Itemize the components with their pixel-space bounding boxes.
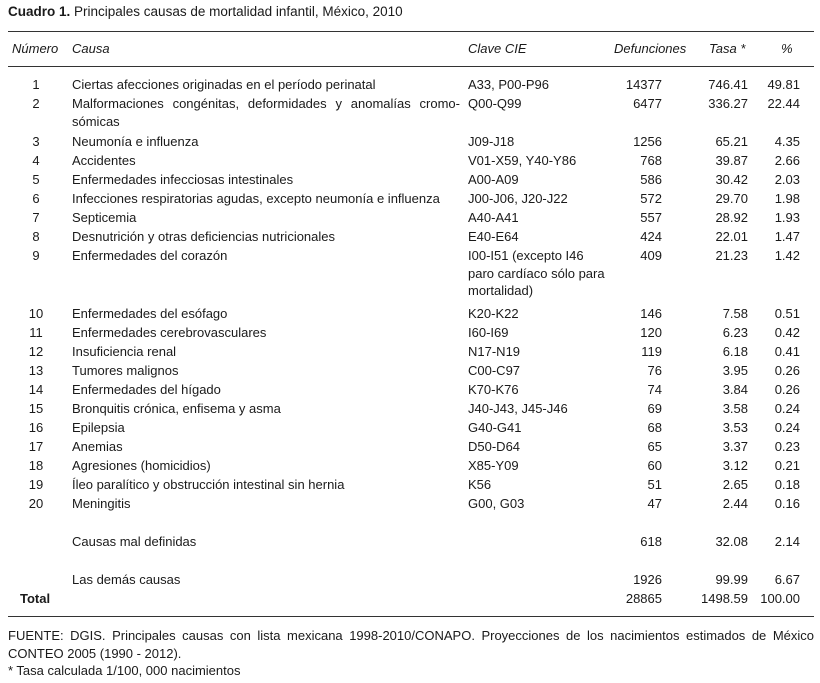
row-numero: 1	[32, 77, 40, 92]
row-clave: A33, P00-P96	[468, 77, 549, 92]
row-numero: 3	[32, 134, 40, 149]
row-causa: Tumores malignos	[72, 363, 179, 378]
row-tasa: 3.58	[722, 401, 748, 416]
mal-definidas-defunciones: 618	[640, 534, 662, 549]
row-numero: 8	[32, 229, 40, 244]
footer-source: FUENTE: DGIS. Principales causas con lista mexicana 1998-2010/CONAPO. Proyecciones de los nacimientos estimados de México CONTEO 2005 (1990 - 2012).	[8, 628, 814, 661]
row-causa: Enfermedades infecciosas intestinales	[72, 172, 294, 187]
row-numero: 6	[32, 191, 40, 206]
row-clave: G00, G03	[468, 496, 525, 511]
row-defunciones: 120	[640, 325, 662, 340]
mal-definidas-pct: 2.14	[774, 534, 800, 549]
row-causa: Meningitis	[72, 496, 131, 511]
row-pct: 0.42	[774, 325, 800, 340]
row-clave: Q00-Q99	[468, 96, 522, 111]
row-defunciones: 586	[640, 172, 662, 187]
row-tasa: 336.27	[708, 96, 748, 111]
row-pct: 0.24	[774, 401, 800, 416]
row-tasa: 39.87	[715, 153, 748, 168]
row-clave: K70-K76	[468, 382, 519, 397]
row-clave: I00-I51 (excepto I46 paro cardíaco sólo para mortalidad)	[468, 248, 605, 298]
row-tasa: 21.23	[715, 248, 748, 263]
row-clave: J40-J43, J45-J46	[468, 401, 568, 416]
row-clave: K20-K22	[468, 306, 519, 321]
row-causa: Enfermedades del hígado	[72, 382, 221, 397]
row-defunciones: 6477	[633, 96, 662, 111]
row-defunciones: 14377	[625, 77, 662, 92]
row-clave: J00-J06, J20-J22	[468, 191, 568, 206]
row-clave: I60-I69	[468, 325, 509, 340]
row-defunciones: 572	[640, 191, 662, 206]
row-tasa: 3.95	[722, 363, 748, 378]
row-numero: 16	[28, 420, 44, 435]
row-defunciones: 1256	[633, 134, 662, 149]
row-defunciones: 76	[647, 363, 662, 378]
row-numero: 7	[32, 210, 40, 225]
table-title	[8, 4, 403, 19]
row-pct: 49.81	[767, 77, 800, 92]
row-numero: 17	[28, 439, 44, 454]
row-causa: Bronquitis crónica, enfisema y asma	[72, 401, 281, 416]
row-clave: X85-Y09	[468, 458, 519, 473]
row-causa: Anemias	[72, 439, 123, 454]
row-tasa: 3.37	[722, 439, 748, 454]
row-causa: Enfermedades cerebrovasculares	[72, 325, 267, 340]
row-pct: 0.16	[774, 496, 800, 511]
row-pct: 0.23	[774, 439, 800, 454]
row-causa: Íleo paralítico y obstrucción intestinal sin hernia	[72, 477, 345, 492]
row-clave: D50-D64	[468, 439, 521, 454]
row-clave: V01-X59, Y40-Y86	[468, 153, 577, 168]
row-defunciones: 119	[641, 344, 662, 359]
row-causa: Desnutrición y otras deficiencias nutricionales	[72, 229, 336, 244]
row-pct: 0.24	[774, 420, 800, 435]
bottom-rule	[8, 616, 814, 617]
row-clave: A40-A41	[468, 210, 519, 225]
row-pct: 0.26	[774, 363, 800, 378]
row-tasa: 30.42	[715, 172, 748, 187]
row-defunciones: 424	[640, 229, 662, 244]
row-tasa: 3.12	[722, 458, 748, 473]
row-pct: 0.21	[774, 458, 800, 473]
row-causa: Ciertas afecciones originadas en el período perinatal	[72, 77, 376, 92]
row-numero: 20	[28, 496, 44, 511]
row-defunciones: 557	[640, 210, 662, 225]
row-pct: 1.42	[774, 248, 800, 263]
row-numero: 18	[28, 458, 44, 473]
row-pct: 0.26	[774, 382, 800, 397]
row-causa: Malformaciones congénitas, deformidades y anomalías cromo-sómicas	[72, 96, 460, 129]
header-defunciones: Defunciones	[614, 41, 687, 56]
row-pct: 0.51	[774, 306, 800, 321]
row-numero: 19	[28, 477, 44, 492]
row-causa: Infecciones respiratorias agudas, excepto neumonía e influenza	[72, 191, 440, 206]
row-tasa: 22.01	[715, 229, 748, 244]
row-numero: 15	[28, 401, 44, 416]
row-numero: 11	[29, 325, 43, 340]
row-pct: 1.47	[774, 229, 800, 244]
demas-causa: Las demás causas	[72, 572, 181, 587]
row-numero: 9	[32, 248, 40, 263]
table-title-number: Cuadro 1.	[8, 4, 71, 19]
mal-definidas-tasa: 32.08	[715, 534, 748, 549]
row-defunciones: 51	[647, 477, 662, 492]
row-tasa: 3.53	[722, 420, 748, 435]
row-tasa: 29.70	[715, 191, 748, 206]
row-numero: 2	[32, 96, 40, 111]
row-clave: K56	[468, 477, 492, 492]
row-pct: 2.66	[774, 153, 800, 168]
row-defunciones: 409	[640, 248, 662, 263]
row-tasa: 3.84	[722, 382, 748, 397]
row-clave: A00-A09	[468, 172, 519, 187]
row-causa: Septicemia	[72, 210, 137, 225]
row-clave: E40-E64	[468, 229, 519, 244]
row-defunciones: 768	[640, 153, 662, 168]
row-causa: Epilepsia	[72, 420, 125, 435]
row-pct: 1.93	[774, 210, 800, 225]
row-defunciones: 47	[647, 496, 662, 511]
row-clave: J09-J18	[468, 134, 515, 149]
row-clave: G40-G41	[468, 420, 522, 435]
demas-defunciones: 1926	[633, 572, 662, 587]
row-causa: Neumonía e influenza	[72, 134, 199, 149]
row-tasa: 7.58	[722, 306, 748, 321]
row-defunciones: 146	[640, 306, 662, 321]
row-defunciones: 65	[647, 439, 662, 454]
row-tasa: 2.44	[722, 496, 748, 511]
demas-tasa: 99.99	[715, 572, 748, 587]
header-clave: Clave CIE	[468, 41, 527, 56]
total-tasa: 1498.59	[701, 591, 748, 606]
total-label: Total	[20, 591, 51, 606]
row-pct: 2.03	[774, 172, 800, 187]
row-tasa: 65.21	[715, 134, 748, 149]
header-causa: Causa	[72, 41, 110, 56]
row-numero: 13	[28, 363, 44, 378]
row-pct: 0.41	[774, 344, 800, 359]
top-rule	[8, 31, 814, 32]
row-tasa: 746.41	[708, 77, 748, 92]
row-numero: 12	[28, 344, 44, 359]
row-tasa: 6.18	[722, 344, 748, 359]
row-numero: 5	[32, 172, 40, 187]
header-numero: Número	[12, 41, 59, 56]
row-clave: C00-C97	[468, 363, 521, 378]
row-numero: 4	[32, 153, 40, 168]
table-title-text: Principales causas de mortalidad infantil, México, 2010	[70, 4, 403, 19]
mal-definidas-causa: Causas mal definidas	[72, 534, 197, 549]
row-causa: Enfermedades del corazón	[72, 248, 228, 263]
row-tasa: 28.92	[715, 210, 748, 225]
row-pct: 4.35	[774, 134, 800, 149]
row-causa: Insuficiencia renal	[72, 344, 177, 359]
row-defunciones: 74	[647, 382, 662, 397]
header-rule	[8, 66, 814, 67]
row-tasa: 6.23	[722, 325, 748, 340]
row-defunciones: 69	[647, 401, 662, 416]
row-numero: 10	[28, 306, 44, 321]
header-pct: %	[781, 41, 793, 56]
row-clave: N17-N19	[468, 344, 521, 359]
row-pct: 1.98	[774, 191, 800, 206]
row-defunciones: 60	[647, 458, 662, 473]
row-numero: 14	[28, 382, 44, 397]
header-tasa: Tasa *	[709, 41, 746, 56]
row-causa: Accidentes	[72, 153, 136, 168]
row-causa: Agresiones (homicidios)	[72, 458, 211, 473]
row-tasa: 2.65	[722, 477, 748, 492]
footer-note: * Tasa calculada 1/100, 000 nacimientos	[8, 663, 241, 678]
total-defunciones: 28865	[625, 591, 662, 606]
row-defunciones: 68	[647, 420, 662, 435]
total-pct: 100.00	[760, 591, 800, 606]
row-pct: 22.44	[767, 96, 800, 111]
row-causa: Enfermedades del esófago	[72, 306, 228, 321]
row-pct: 0.18	[774, 477, 800, 492]
demas-pct: 6.67	[774, 572, 800, 587]
